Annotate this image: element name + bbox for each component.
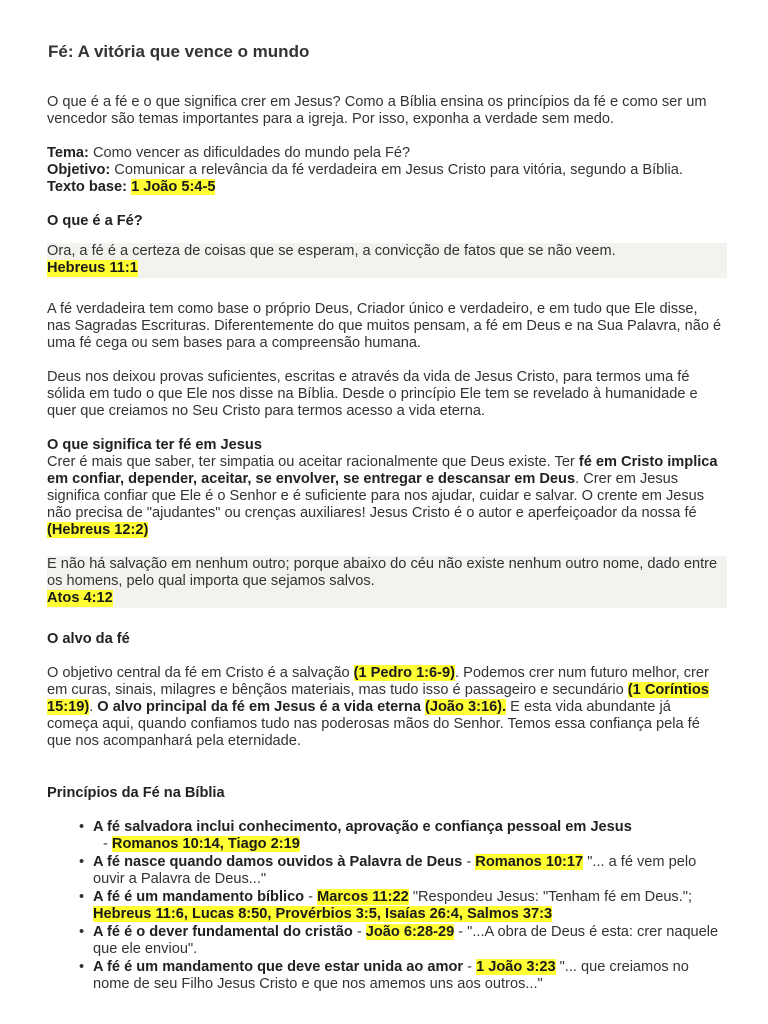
verse-reference: (Hebreus 12:2) (47, 522, 149, 538)
bold-phrase: O alvo principal da fé em Jesus é a vida eterna (97, 699, 421, 715)
list-item-sep: - (103, 836, 112, 852)
verse-reference: (João 3:16). (425, 699, 507, 715)
paragraph-text: . (89, 699, 98, 715)
objetivo-line (47, 162, 722, 179)
paragraph (47, 665, 722, 750)
page-title: Fé: A vitória que vence o mundo (48, 42, 310, 61)
list-item (93, 959, 722, 993)
texto-base-label: Texto base: (47, 179, 128, 195)
texto-base-line (47, 179, 722, 196)
verse-reference: Hebreus 11:6, Lucas 8:50, Provérbios 3:5, Isaías 26:4, Salmos 37:3 (93, 906, 553, 922)
section-heading-principios: Princípios da Fé na Bíblia (47, 785, 225, 801)
texto-base-ref: 1 João 5:4-5 (131, 179, 216, 195)
intro-paragraph: O que é a fé e o que significa crer em Jesus? Como a Bíblia ensina os princípios da fé e como ser um vencedor são temas importantes para a igreja. Por isso, exponha a verdade sem medo. (47, 94, 707, 127)
paragraph-text: Crer é mais que saber, ter simpatia ou aceitar racionalmente que Deus existe. Ter (47, 454, 579, 470)
lesson-meta (47, 145, 722, 196)
verse-reference: Romanos 10:17 (475, 854, 584, 870)
list-item (93, 924, 722, 958)
paragraph-text: . Podemos crer num futuro melhor, crer em curas, sinais, milagres e bênçãos materiais, mas tudo isso é passageiro e secundário (47, 665, 709, 698)
paragraph-text: E esta vida abundante já começa aqui, quando confiamos tudo nas poderosas mãos do Senhor. Temos essa confiança pela fé que nos acompanhará pela eternidade. (47, 699, 700, 749)
list-item-bold: A fé é um mandamento que deve estar unida ao amor (93, 959, 464, 975)
list-item-rest: "... a fé vem pelo ouvir a Palavra de Deus..." (93, 854, 697, 887)
quote-reference: Atos 4:12 (47, 590, 113, 606)
verse-reference: 1 João 3:23 (476, 959, 556, 975)
verse-reference: Marcos 11:22 (317, 889, 409, 905)
bold-phrase: fé em Cristo implica em confiar, depender, aceitar, se envolver, se entregar e descansar em Deus (47, 454, 718, 487)
list-item-rest: - "...A obra de Deus é esta: crer naquele que ele enviou". (93, 924, 719, 957)
section-heading-alvo: O alvo da fé (47, 631, 130, 647)
section-significa (47, 437, 722, 539)
list-item-rest: "Respondeu Jesus: "Tenham fé em Deus."; (408, 889, 693, 905)
list-item-sep: - (304, 889, 318, 905)
quote-reference: Hebreus 11:1 (47, 260, 138, 276)
list-item-rest: "... que creiamos no nome de seu Filho Jesus Cristo e que nos amemos uns aos outros..." (93, 959, 689, 992)
objetivo-text: Comunicar a relevância da fé verdadeira em Jesus Cristo para vitória, segundo a Bíblia. (110, 162, 683, 178)
bible-quote (47, 243, 727, 278)
tema-text: Como vencer as dificuldades do mundo pela Fé? (88, 145, 411, 161)
paragraph-text: O objetivo central da fé em Cristo é a salvação (47, 665, 354, 681)
list-item-bold: A fé nasce quando damos ouvidos à Palavra de Deus (93, 854, 463, 870)
section-heading-o-que-e-fe: O que é a Fé? (47, 213, 143, 229)
list-item-bold: A fé é o dever fundamental do cristão (93, 924, 353, 940)
paragraph: A fé verdadeira tem como base o próprio Deus, Criador único e verdadeiro, e em tudo que Ele disse, nas Sagradas Escrituras. Diferentemente do que muitos pensam, a fé em Deus e na Sua Palavra, não é uma fé cega ou sem bases para a compreensão humana. (47, 301, 722, 351)
list-item (93, 889, 722, 923)
objetivo-label: Objetivo: (47, 162, 111, 178)
tema-label: Tema: (47, 145, 89, 161)
quote-text: Ora, a fé é a certeza de coisas que se esperam, a convicção de fatos que se não veem. (47, 243, 616, 259)
list-item-sep: - (352, 924, 366, 940)
list-item-sep: - (463, 959, 477, 975)
list-item (93, 819, 722, 853)
section-heading-significa: O que significa ter fé em Jesus (47, 437, 262, 453)
list-item-bold: A fé salvadora inclui conhecimento, aprovação e confiança pessoal em Jesus (93, 819, 632, 835)
verse-reference: (1 Coríntios 15:19) (47, 682, 709, 715)
verse-reference: (1 Pedro 1:6-9) (353, 665, 455, 681)
quote-text: E não há salvação em nenhum outro; porque abaixo do céu não existe nenhum outro nome, dado entre os homens, pelo qual importa que sejamos salvos. (47, 556, 718, 589)
bible-quote (47, 556, 727, 608)
list-item-sep: - (462, 854, 476, 870)
paragraph: Deus nos deixou provas suficientes, escritas e através da vida de Jesus Cristo, para termos uma fé sólida em tudo o que Ele nos disse na Bíblia. Desde o princípio Ele tem se revelado à humanidade e quer que creiamos no Seu Cristo para termos acesso a vida eterna. (47, 369, 698, 419)
list-item-bold: A fé é um mandamento bíblico (93, 889, 305, 905)
list-item (93, 854, 722, 888)
verse-reference: Romanos 10:14, Tiago 2:19 (111, 836, 300, 852)
tema-line (47, 145, 722, 162)
verse-reference: João 6:28-29 (365, 924, 455, 940)
principles-list (47, 819, 722, 993)
paragraph-text: . Crer em Jesus significa confiar que Ele é o Senhor e é suficiente para nos ajudar, cuidar e salvar. O crente em Jesus não precisa de "ajudantes" ou crenças auxiliares! Jesus Cristo é o autor e aperfeiçoador da nossa fé (47, 471, 705, 521)
